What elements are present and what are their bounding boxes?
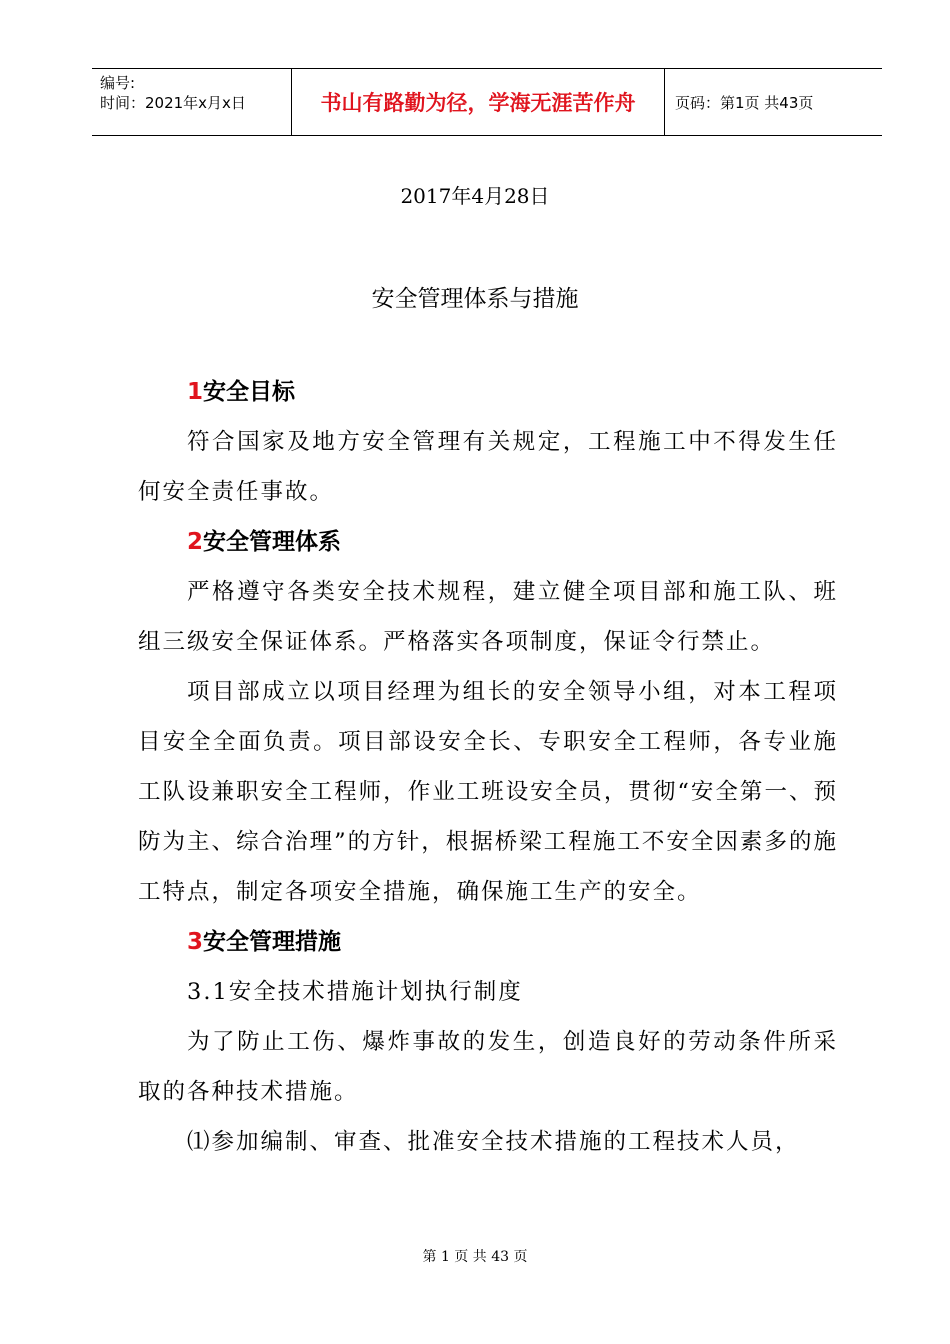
paragraph: 项目部成立以项目经理为组长的安全领导小组，对本工程项目安全全面负责。项目部设安全长、专职安全工程师，各专业施工队设兼职安全工程师，作业工班设安全员，贯彻“安全第一、预防为主、综合治理”的方针，根据桥梁工程施工不安全因素多的施工特点，制定各项安全措施，确保施工生产的安全。 xyxy=(138,679,838,905)
serial-label: 编号: xyxy=(100,74,136,92)
page-header xyxy=(92,68,882,136)
section-number: 3 xyxy=(187,929,204,955)
header-meta xyxy=(92,69,292,135)
section-title: 安全管理体系 xyxy=(203,529,342,555)
paragraph: 为了防止工伤、爆炸事故的发生，创造良好的劳动条件所采取的各种技术措施。 xyxy=(138,1029,838,1105)
document-date: 2017年4月28日 xyxy=(400,184,550,208)
section-title: 安全目标 xyxy=(203,379,296,405)
section-number: 1 xyxy=(187,379,204,405)
page-footer: 第 1 页 共 43 页 xyxy=(422,1249,528,1265)
time-label: 时间：2021年x月x日 xyxy=(100,94,246,112)
document-body xyxy=(138,367,838,1167)
subsection-title: 3.1安全技术措施计划执行制度 xyxy=(187,979,523,1005)
header-page-info: 页码：第1页 共43页 xyxy=(675,93,814,112)
section-title: 安全管理措施 xyxy=(203,929,342,955)
section-heading xyxy=(138,517,838,567)
section-number: 2 xyxy=(187,529,204,555)
section-heading xyxy=(138,917,838,967)
section-heading xyxy=(138,367,838,417)
list-item: ⑴参加编制、审查、批准安全技术措施的工程技术人员， xyxy=(187,1129,800,1155)
paragraph: 符合国家及地方安全管理有关规定，工程施工中不得发生任何安全责任事故。 xyxy=(138,429,838,505)
paragraph: 严格遵守各类安全技术规程，建立健全项目部和施工队、班组三级安全保证体系。严格落实各项制度，保证令行禁止。 xyxy=(138,579,838,655)
document-title: 安全管理体系与措施 xyxy=(371,286,579,312)
header-motto: 书山有路勤为径，学海无涯苦作舟 xyxy=(292,69,665,135)
